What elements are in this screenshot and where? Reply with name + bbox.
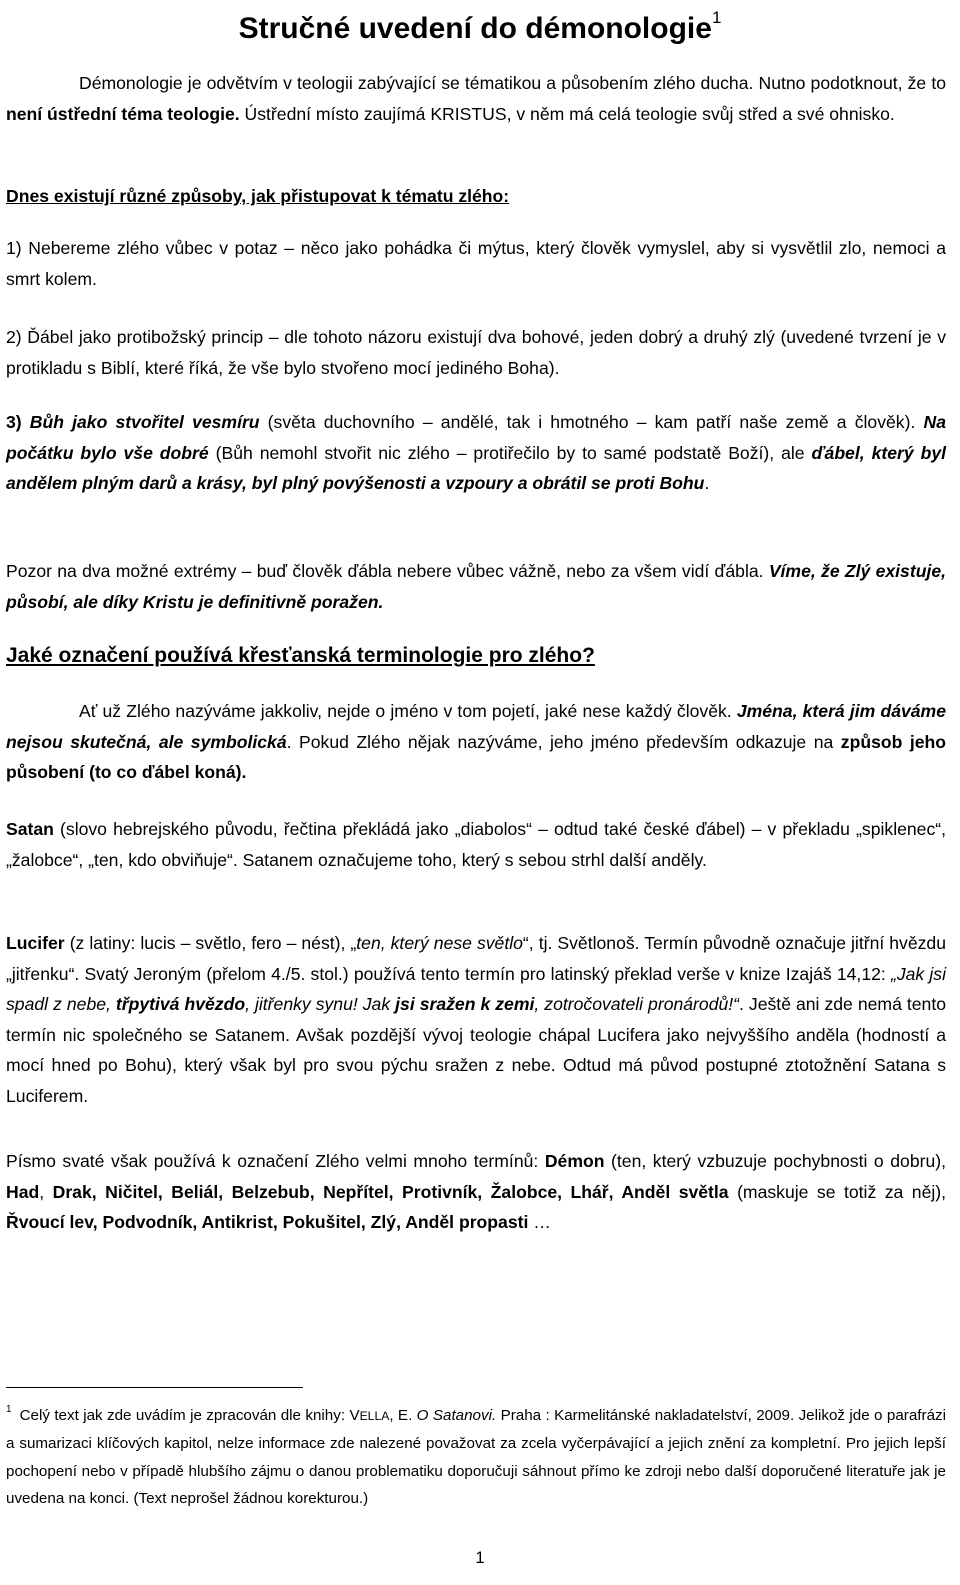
lucifer-text-3: . Ještě ani zde nemá tento termín nic společného se Satanem. Avšak pozdější vývoj teologie chápal Lucifera jako nejvyššího anděla (hodností a mocí hned po Bohu), který však byl pro svou pýchu sražen z nebe. Odtud má původ postupné ztotožnění Satana s Luciferem.	[6, 994, 946, 1106]
intro-text-1: Démonologie je odvětvím v teologii zabývající se tématikou a působením zlého ducha. Nutno podotknout, že to	[79, 73, 946, 93]
names-text-2: . Pokud Zlého nějak nazýváme, jeho jméno především odkazuje na	[286, 731, 841, 752]
approach-3-number: 3)	[6, 412, 30, 432]
lucifer-italic-1: ten, který nese světlo	[356, 933, 523, 953]
satan-term: Satan	[6, 819, 54, 839]
intro-text-2: Ústřední místo zaujímá KRISTUS, v něm má celá teologie svůj střed a své ohnisko.	[239, 103, 895, 124]
approach-3-emphasis-2: Na počátku bylo vše dobré	[6, 412, 946, 463]
footnote	[6, 1398, 946, 1513]
terms-text-3: ,	[39, 1181, 53, 1202]
footnote-text-2: , E.	[389, 1407, 417, 1425]
page-title	[0, 2, 960, 49]
lucifer-term: Lucifer	[6, 933, 65, 953]
terms-bold-4: Řvoucí lev, Podvodník, Antikrist, Pokušitel, Zlý, Anděl propasti	[6, 1212, 529, 1232]
approach-3-text-2: (Bůh nemohl stvořit nic zlého – protiřečilo by to samé podstatě Boží), ale	[208, 442, 812, 463]
footnote-text-1: Celý text jak zde uvádím je zpracován dle knihy: V	[19, 1407, 360, 1425]
extremes-emphasis: Víme, že Zlý existuje, působí, ale díky Kristu je definitivně poražen.	[6, 561, 947, 612]
terms-paragraph	[6, 1146, 946, 1238]
satan-text: (slovo hebrejského původu, řečtina překládá jako „diabolos“ – odtud také české ďábel) – v překladu „spiklenec“, „žalobce“, „ten, kdo obviňuje“. Satanem označujeme toho, který s sebou strhl další anděly.	[6, 819, 946, 870]
approach-1: 1) Nebereme zlého vůbec v potaz – něco jako pohádka či mýtus, který člověk vymyslel, aby si vysvětlil zlo, nemoci a smrt kolem.	[6, 238, 946, 289]
approach-3-emphasis-3: ďábel, který byl andělem plným darů a krásy, byl plný povýšenosti a vzpoury a obrátil se proti Bohu	[6, 442, 946, 493]
terms-bold-2: Had	[6, 1181, 40, 1202]
page-number: 1	[475, 1548, 485, 1567]
terms-text-1: Písmo svaté však používá k označení Zlého velmi mnoho termínů:	[6, 1151, 545, 1171]
lucifer-paragraph	[6, 928, 946, 1111]
lucifer-quote-bold-2: jsi sražen k zemi	[395, 994, 535, 1014]
extremes-paragraph	[6, 556, 946, 617]
title-text: Stručné uvedení do démonologie	[238, 12, 712, 45]
satan-paragraph	[6, 814, 946, 875]
terms-text-2: (ten, který vzbuzuje pochybnosti o dobru),	[604, 1151, 946, 1171]
footnote-separator	[6, 1387, 303, 1388]
terms-bold-1: Démon	[544, 1151, 605, 1171]
terms-text-4: (maskuje se totiž za něj),	[728, 1181, 947, 1202]
footnote-ref: 1	[6, 1404, 12, 1415]
lucifer-text-1: (z latiny: lucis – světlo, fero – nést), „	[64, 933, 357, 953]
intro-paragraph	[6, 68, 946, 129]
footnote-author-smallcaps: ELLA	[359, 1409, 390, 1424]
terms-bold-3: Drak, Ničitel, Beliál, Belzebub, Nepřítel, Protivník, Žalobce, Lhář, Anděl světla	[52, 1181, 729, 1202]
title-footnote-ref: 1	[711, 8, 722, 27]
footnote-text-3: Praha : Karmelitánské nakladatelství, 2009. Jelikož jde o parafrázi a sumarizaci klíčových kapitol, nelze informace zde nalezené považovat za zcela vyčerpávající a jejich znění za kompletní. Pro jejich lepší pochopení nebo v případě hlubšího zájmu o danou problematiku doporučuji sáhnout přímo ke zdroji nebo další doporučené literatuře jak je uvedena na konci. (Text neprošel žádnou korekturou.)	[6, 1407, 946, 1508]
names-emphasis: Jména, která jim dáváme nejsou skutečná, ale symbolická	[6, 701, 946, 752]
terminology-heading: Jaké označení používá křesťanská terminologie pro zlého?	[6, 644, 595, 667]
approach-3-emphasis-1: Bůh jako stvořitel vesmíru	[29, 412, 260, 432]
lucifer-quote-bold-1: třpytivá hvězdo	[115, 994, 246, 1014]
names-paragraph	[6, 696, 946, 788]
approaches-heading: Dnes existují různé způsoby, jak přistupovat k tématu zlého:	[6, 186, 510, 206]
names-text-1: Ať už Zlého nazýváme jakkoliv, nejde o jméno v tom pojetí, jaké nese každý člověk.	[79, 701, 737, 721]
approach-3	[6, 407, 946, 499]
lucifer-quote-1: „Jak jsi spadl z nebe,	[6, 963, 946, 1014]
names-bold: způsob jeho působení (to co ďábel koná).	[6, 731, 947, 782]
approach-3-text-1: (světa duchovního – andělé, tak i hmotného – kam patří naše země a člověk).	[259, 412, 924, 432]
lucifer-text-2: “, tj. Světlonoš. Termín původně označuje jitřní hvězdu „jitřenku“. Svatý Jeroným (přelom 4./5. stol.) používá tento termín pro latinský překlad verše v knize Izajáš 14,12:	[6, 933, 947, 984]
approach-3-text-3: .	[704, 473, 710, 493]
lucifer-quote-2: , jitřenky synu! Jak	[245, 994, 396, 1014]
lucifer-quote-3: , zotročovateli pronárodů!“	[534, 994, 740, 1014]
approach-2: 2) Ďábel jako protibožský princip – dle tohoto názoru existují dva bohové, jeden dobrý a druhý zlý (uvedené tvrzení je v protikladu s Biblí, které říká, že vše bylo stvořeno mocí jediného Boha).	[6, 327, 946, 378]
extremes-text: Pozor na dva možné extrémy – buď člověk ďábla nebere vůbec vážně, nebo za všem vidí ďábla.	[6, 561, 769, 581]
terms-text-5: …	[528, 1212, 551, 1232]
intro-emphasis: není ústřední téma teologie.	[6, 103, 240, 124]
footnote-book-title: O Satanovi.	[416, 1407, 497, 1425]
